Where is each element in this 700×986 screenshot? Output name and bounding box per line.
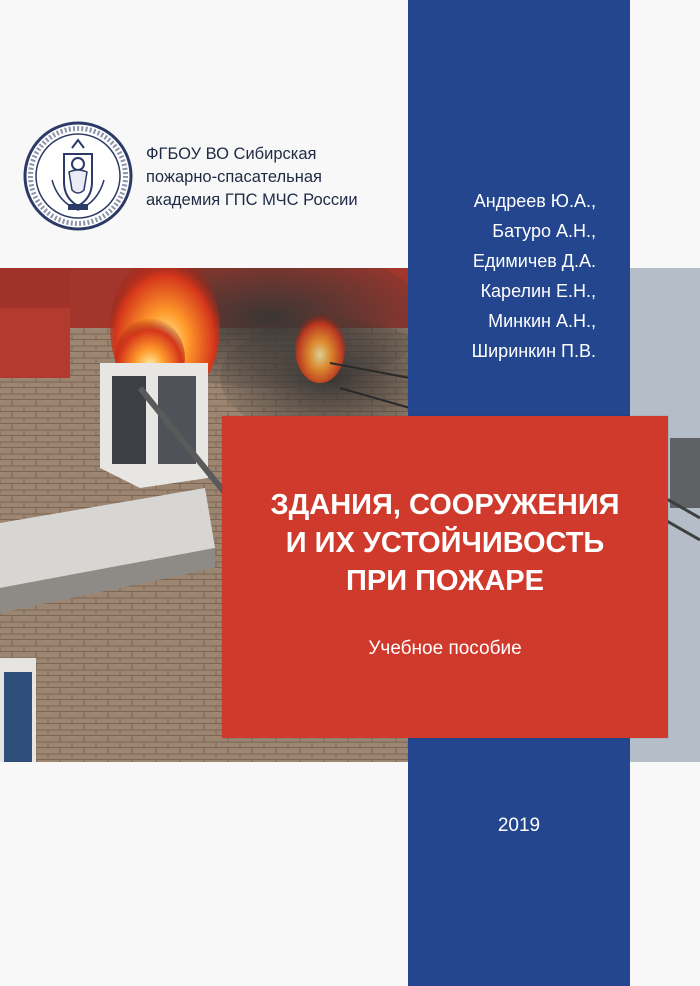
organization-line: ФГБОУ ВО Сибирская bbox=[146, 145, 317, 163]
author-name: Едимичев Д.А. bbox=[472, 251, 596, 271]
author-name: Ширинкин П.В. bbox=[471, 341, 596, 361]
author-name: Минкин А.Н., bbox=[488, 311, 596, 331]
academy-seal-emblem-icon bbox=[22, 120, 134, 232]
book-title bbox=[222, 486, 668, 600]
author-name: Андреев Ю.А., bbox=[473, 191, 596, 211]
book-title-line: ЗДАНИЯ, СООРУЖЕНИЯ bbox=[270, 489, 620, 521]
publication-year: 2019 bbox=[497, 815, 541, 836]
authors-list bbox=[410, 186, 596, 366]
organization-line: пожарно-спасательная bbox=[146, 168, 322, 186]
organization-name bbox=[146, 143, 396, 212]
organization-line: академия ГПС МЧС России bbox=[146, 191, 358, 209]
author-name: Карелин Е.Н., bbox=[480, 281, 596, 301]
book-title-line: ПРИ ПОЖАРЕ bbox=[346, 565, 544, 597]
title-box bbox=[222, 416, 668, 738]
author-name: Батуро А.Н., bbox=[492, 221, 596, 241]
book-subtitle: Учебное пособие bbox=[368, 638, 522, 659]
book-title-line: И ИХ УСТОЙЧИВОСТЬ bbox=[285, 527, 605, 559]
